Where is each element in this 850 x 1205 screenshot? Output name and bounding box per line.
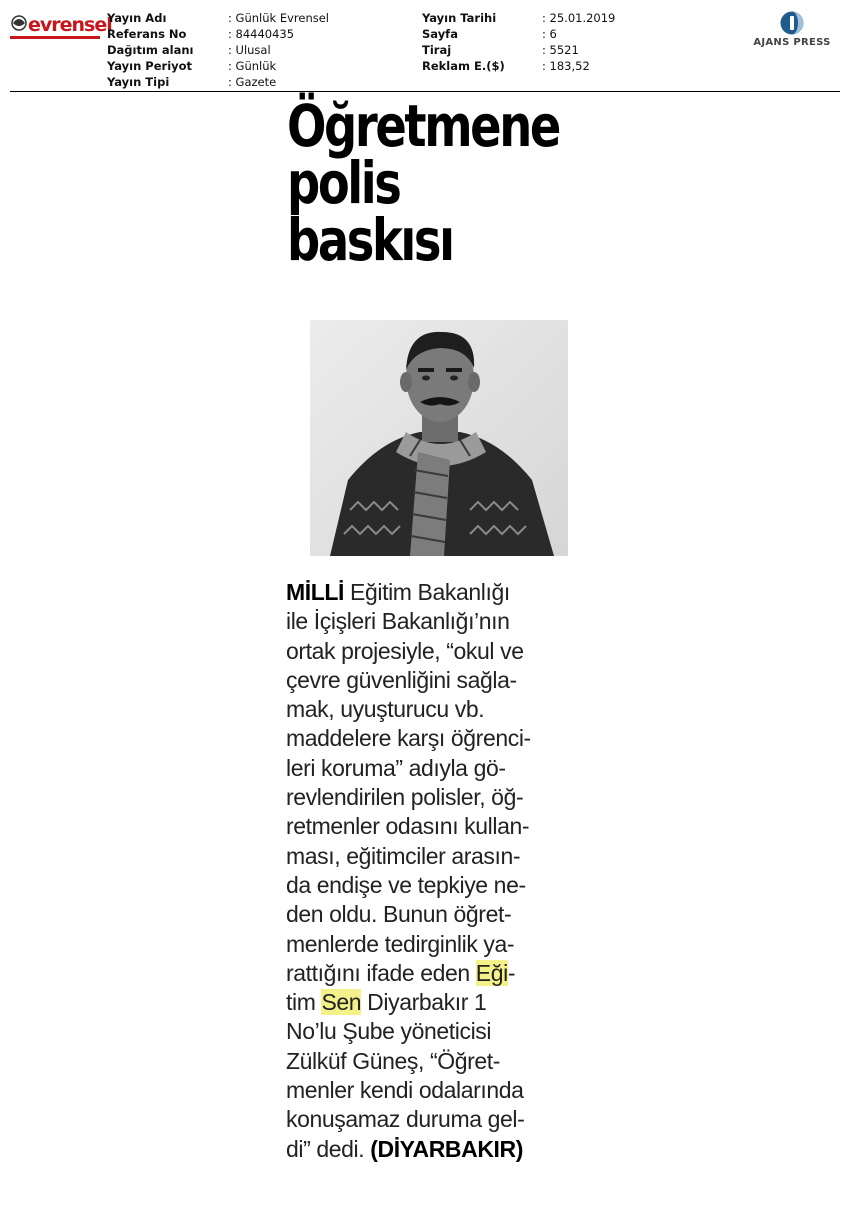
ajans-press-mark-icon — [779, 10, 805, 36]
body-text-segment: rattığını ifade eden — [286, 959, 476, 986]
meta-row-distribution — [107, 42, 329, 58]
meta-value: : 25.01.2019 — [542, 11, 616, 25]
body-line — [286, 1135, 586, 1164]
meta-label: Reklam E.($) — [422, 59, 505, 73]
highlighted-term: Eği — [475, 959, 508, 986]
body-line — [286, 578, 586, 607]
body-line: ması, eğitimciler arasın- — [286, 842, 521, 869]
meta-label: Tiraj — [422, 43, 452, 57]
ajans-press-logo — [744, 10, 840, 50]
meta-label: Yayın Adı — [107, 11, 167, 25]
highlighted-term: Sen — [321, 989, 362, 1016]
body-line: No’lu Şube yöneticisi — [286, 1018, 492, 1045]
meta-row-period — [107, 58, 329, 74]
body-line: ile İçişleri Bakanlığı’nın — [286, 608, 510, 635]
meta-value: : Günlük — [228, 59, 277, 73]
body-line: maddelere karşı öğrenci- — [286, 725, 531, 752]
meta-label: Yayın Periyot — [107, 59, 193, 73]
portrait-illustration — [310, 320, 568, 556]
body-text-segment: di” dedi. — [286, 1135, 371, 1162]
body-text-segment: - — [507, 959, 516, 986]
headline-line: baskısı — [287, 206, 453, 274]
meta-value: : Ulusal — [228, 43, 271, 57]
body-text-segment: tim — [286, 989, 322, 1016]
body-line: leri koruma” adıyla gö- — [286, 754, 506, 781]
meta-row-publication-name — [107, 10, 329, 26]
body-line: Zülküf Güneş, “Öğret- — [286, 1047, 501, 1074]
meta-label: Sayfa — [422, 27, 458, 41]
evrensel-logo-graphic — [10, 9, 112, 41]
body-line: ortak projesiyle, “okul ve — [286, 637, 524, 664]
meta-row-ad-equivalent — [422, 58, 615, 74]
meta-value: : Günlük Evrensel — [228, 11, 329, 25]
body-text-segment: Eğitim Bakanlığı — [344, 579, 510, 605]
meta-row-reference-no — [107, 26, 329, 42]
dateline: (DİYARBAKIR) — [370, 1135, 524, 1162]
publication-meta-left — [107, 10, 329, 90]
meta-value: : 183,52 — [542, 59, 590, 73]
meta-value: : 5521 — [542, 43, 579, 57]
body-line: menler kendi odalarında — [286, 1077, 524, 1104]
article-headline — [287, 92, 559, 274]
headline-line: Öğretmene — [287, 92, 559, 160]
body-line: da endişe ve tepkiye ne- — [286, 871, 526, 898]
evrensel-logo — [10, 9, 112, 41]
article-photo — [310, 320, 568, 556]
meta-label: Yayın Tarihi — [422, 11, 497, 25]
svg-text:evrensel: evrensel — [28, 14, 112, 36]
meta-label: Yayın Tipi — [107, 75, 170, 89]
lead-word: MİLLİ — [286, 579, 345, 605]
body-text-segment: Diyarbakır 1 — [361, 989, 487, 1016]
body-line: çevre güvenliğini sağla- — [286, 666, 517, 693]
body-line: revlendirilen polisler, öğ- — [286, 784, 524, 811]
publication-meta-right — [422, 10, 615, 74]
body-line — [286, 988, 586, 1017]
meta-value: : 84440435 — [228, 27, 295, 41]
meta-row-date — [422, 10, 615, 26]
agency-name: AJANS PRESS — [753, 37, 831, 48]
meta-label: Dağıtım alanı — [107, 43, 194, 57]
body-line: den oldu. Bunun öğret- — [286, 901, 512, 928]
meta-label: Referans No — [107, 27, 187, 41]
body-line — [286, 959, 586, 988]
meta-row-circulation — [422, 42, 615, 58]
body-line: retmenler odasını kullan- — [286, 813, 530, 840]
headline-line: polis — [287, 149, 400, 217]
body-line: konuşamaz duruma gel- — [286, 1106, 525, 1133]
body-line: menlerde tedirginlik ya- — [286, 930, 515, 957]
meta-row-page — [422, 26, 615, 42]
meta-row-type — [107, 74, 329, 90]
article-body — [286, 578, 586, 1164]
meta-value: : Gazete — [228, 75, 277, 89]
body-line: mak, uyuşturucu vb. — [286, 696, 485, 723]
meta-value: : 6 — [542, 27, 557, 41]
